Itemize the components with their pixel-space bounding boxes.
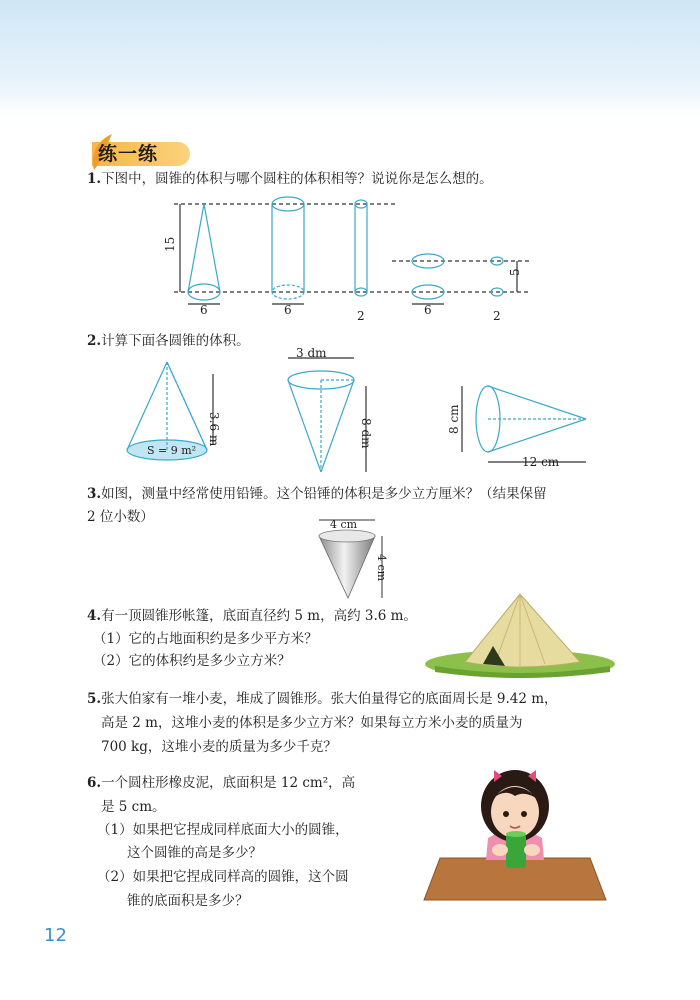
question-1-text: 下图中，圆锥的体积与哪个圆柱的体积相等？说说你是怎么想的。 bbox=[101, 171, 493, 187]
q3-height-label: 4 cm bbox=[375, 554, 388, 582]
q2-figures bbox=[110, 344, 600, 472]
question-4-sub-1: （1）它的占地面积约是多少平方米？ bbox=[93, 631, 318, 647]
q6-girl-illustration bbox=[420, 760, 610, 905]
question-6-sub-1a: （1）如果把它捏成同样底面大小的圆锥， bbox=[97, 822, 349, 838]
question-3-number: 3. bbox=[87, 486, 102, 502]
question-3 bbox=[87, 483, 547, 506]
q2-cone-c-length: 12 cm bbox=[522, 455, 560, 469]
q1-cylinder-2 bbox=[355, 200, 367, 296]
question-2-number: 2. bbox=[87, 333, 102, 349]
question-4-sub-2: （2）它的体积约是多少立方米？ bbox=[93, 653, 291, 669]
question-3-line-2: 2 位小数） bbox=[87, 509, 154, 525]
question-6-sub-1b: 这个圆锥的高是多少？ bbox=[127, 845, 262, 861]
q2-cone-a-base: S = 9 m² bbox=[147, 444, 197, 457]
question-6 bbox=[87, 772, 355, 795]
q1-label-height-5: 5 bbox=[508, 268, 522, 276]
question-5-line-2: 高是 2 m，这堆小麦的体积是多少立方米？如果每立方米小麦的质量为 bbox=[101, 715, 523, 731]
top-decorative-band bbox=[0, 0, 700, 118]
question-3-line-1: 如图，测量中经常使用铅锤。这个铅锤的体积是多少立方厘米？（结果保留 bbox=[101, 486, 547, 502]
question-6-line-2: 是 5 cm。 bbox=[101, 799, 166, 815]
q1-label-cyl3-d: 6 bbox=[424, 303, 432, 317]
q2-cone-c bbox=[462, 386, 586, 462]
question-5-line-1: 张大伯家有一堆小麦，堆成了圆锥形。张大伯量得它的底面周长是 9.42 m， bbox=[101, 691, 558, 707]
question-4-number: 4. bbox=[87, 608, 102, 624]
q4-tent-illustration bbox=[425, 588, 615, 680]
q2-cone-a-height: 3.6 m bbox=[207, 412, 221, 447]
q2-cone-b-top: 3 dm bbox=[296, 346, 327, 360]
question-6-sub-2a: （2）如果把它捏成同样高的圆锥，这个圆 bbox=[97, 869, 349, 885]
question-6-number: 6. bbox=[87, 775, 102, 791]
question-5-number: 5. bbox=[87, 691, 102, 707]
question-4 bbox=[87, 605, 417, 628]
q1-label-cone-d: 6 bbox=[200, 303, 208, 317]
q2-cone-b bbox=[288, 358, 366, 472]
q1-label-cyl1-d: 6 bbox=[284, 303, 292, 317]
page-number: 12 bbox=[44, 925, 67, 946]
q1-figure bbox=[160, 192, 540, 324]
q3-plumb-bob bbox=[308, 508, 398, 604]
question-6-sub-2b: 锥的底面积是多少？ bbox=[127, 893, 249, 909]
q3-width-label: 4 cm bbox=[330, 518, 358, 531]
question-5-line-3: 700 kg，这堆小麦的质量为多少千克？ bbox=[101, 739, 337, 755]
q1-cylinder-1 bbox=[272, 197, 304, 299]
q2-cone-b-height: 8 dm bbox=[359, 418, 373, 449]
question-1-number: 1. bbox=[87, 171, 102, 187]
question-1 bbox=[87, 168, 493, 191]
section-title: 练一练 bbox=[98, 143, 159, 165]
question-6-line-1: 一个圆柱形橡皮泥，底面积是 12 cm²，高 bbox=[101, 775, 356, 791]
question-5 bbox=[87, 688, 558, 711]
q1-cone bbox=[188, 204, 220, 300]
q1-label-cyl2-d: 2 bbox=[357, 309, 365, 323]
question-2-text: 计算下面各圆锥的体积。 bbox=[101, 333, 250, 349]
question-4-text: 有一顶圆锥形帐篷，底面直径约 5 m，高约 3.6 m。 bbox=[101, 608, 417, 624]
q1-cylinder-4 bbox=[491, 257, 503, 296]
q2-cone-c-diameter: 8 cm bbox=[447, 404, 461, 434]
q1-label-cyl4-d: 2 bbox=[493, 309, 501, 323]
q1-label-height-15: 15 bbox=[163, 236, 177, 252]
